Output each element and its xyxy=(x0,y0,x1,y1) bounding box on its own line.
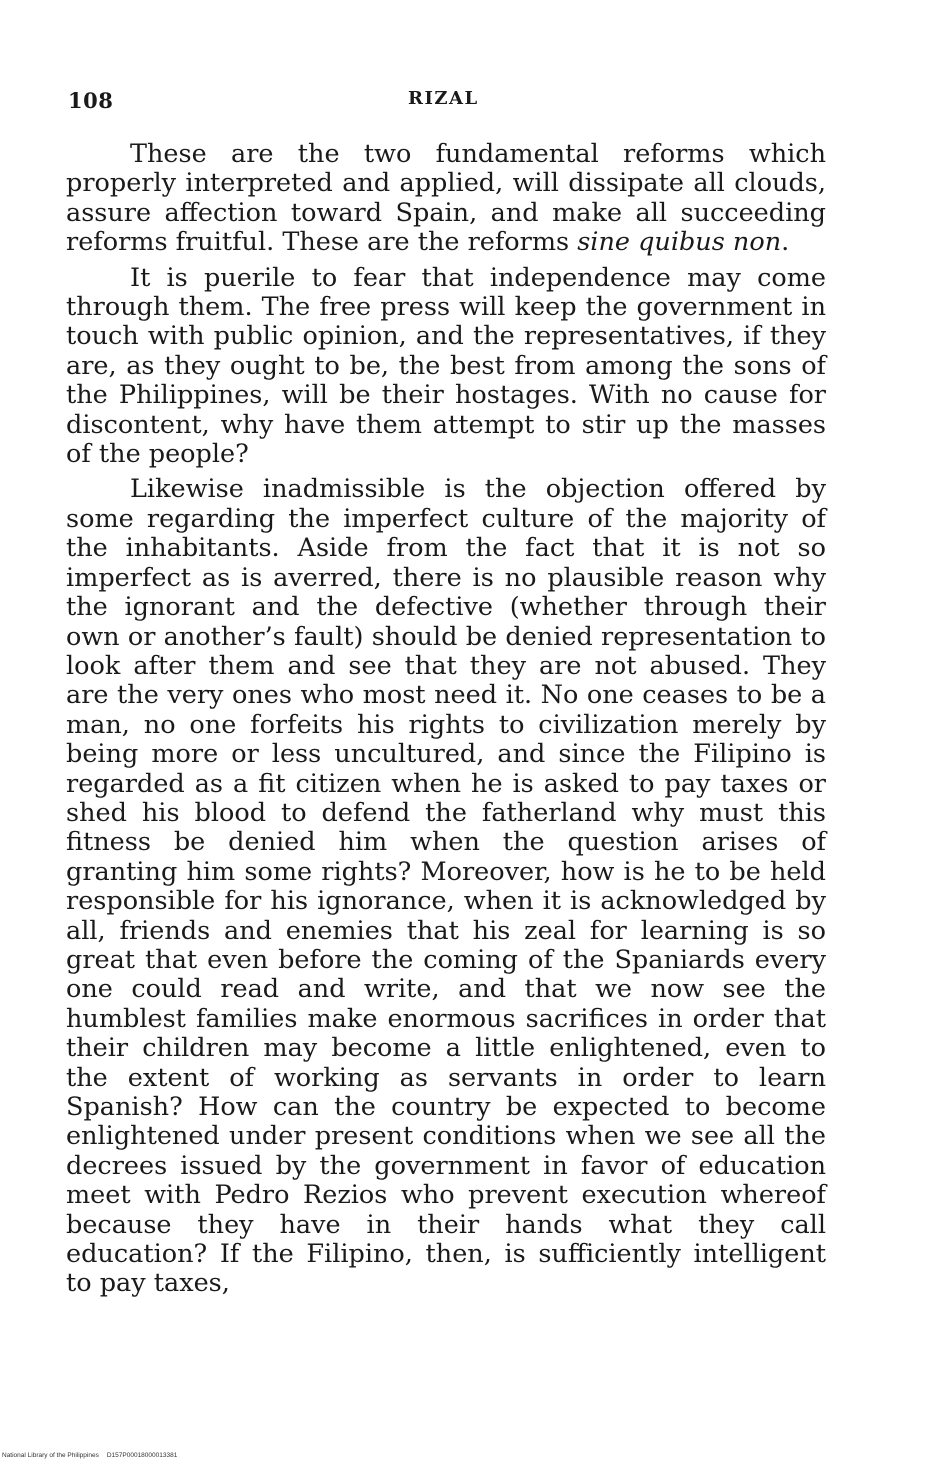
page-header xyxy=(68,88,828,118)
scan-credit xyxy=(2,1452,177,1459)
running-head: RIZAL xyxy=(408,88,479,109)
scan-id: D157P00018000013381 xyxy=(106,1452,178,1459)
body-text xyxy=(66,140,826,1299)
paragraph-text-end: . xyxy=(781,227,790,258)
paragraph-independence: It is puerile to fear that independence may come through them. The free press will keep the government in touch with public opinion, and the representatives, if they are, as they ought to be, the best from among the sons of the Philippines, will be their hostages. With no cause for discontent, why have them attempt to stir up the masses of the people? xyxy=(66,262,826,470)
library-credit: National Library of the Philippines xyxy=(2,1452,99,1459)
paragraph-reforms xyxy=(66,140,826,258)
paragraph-text: These are the two fundamental reforms which properly interpreted and applied, will dissipate all clouds, assure affection toward Spain, and make all succeeding reforms fruitful. These are the reforms xyxy=(66,139,826,258)
paragraph-culture-objection: Likewise inadmissible is the objection offered by some regarding the imperfect culture of the majority of the inhabitants. Aside from the fact that it is not so imperfect as is averred, there is no plausible reason why the ignorant and the defective (whether through their own or another’s fault) should be denied representation to look after them and see that they are not abused. They are the very ones who most need it. No one ceases to be a man, no one forfeits his rights to civilization merely by being more or less uncultured, and since the Filipino is regarded as a fit citizen when he is asked to pay taxes or shed his blood to defend the fatherland why must this fitness be denied him when the question arises of granting him some rights? Moreover, how is he to be held responsible for his ignorance, when it is acknowledged by all, friends and enemies that his zeal for learning is so great that even before the coming of the Spaniards every one could read and write, and that we now see the humblest families make enormous sacrifices in order that their children may become a little enlightened, even to the extent of working as servants in order to learn Spanish? How can the country be expected to become enlightened under present conditions when we see all the decrees issued by the government in favor of education meet with Pedro Rezios who prevent execution whereof because they have in their hands what they call education? If the Filipino, then, is sufficiently intelligent to pay taxes, xyxy=(66,474,826,1299)
latin-phrase: sine quibus non xyxy=(577,227,782,258)
page-number: 108 xyxy=(68,88,114,113)
